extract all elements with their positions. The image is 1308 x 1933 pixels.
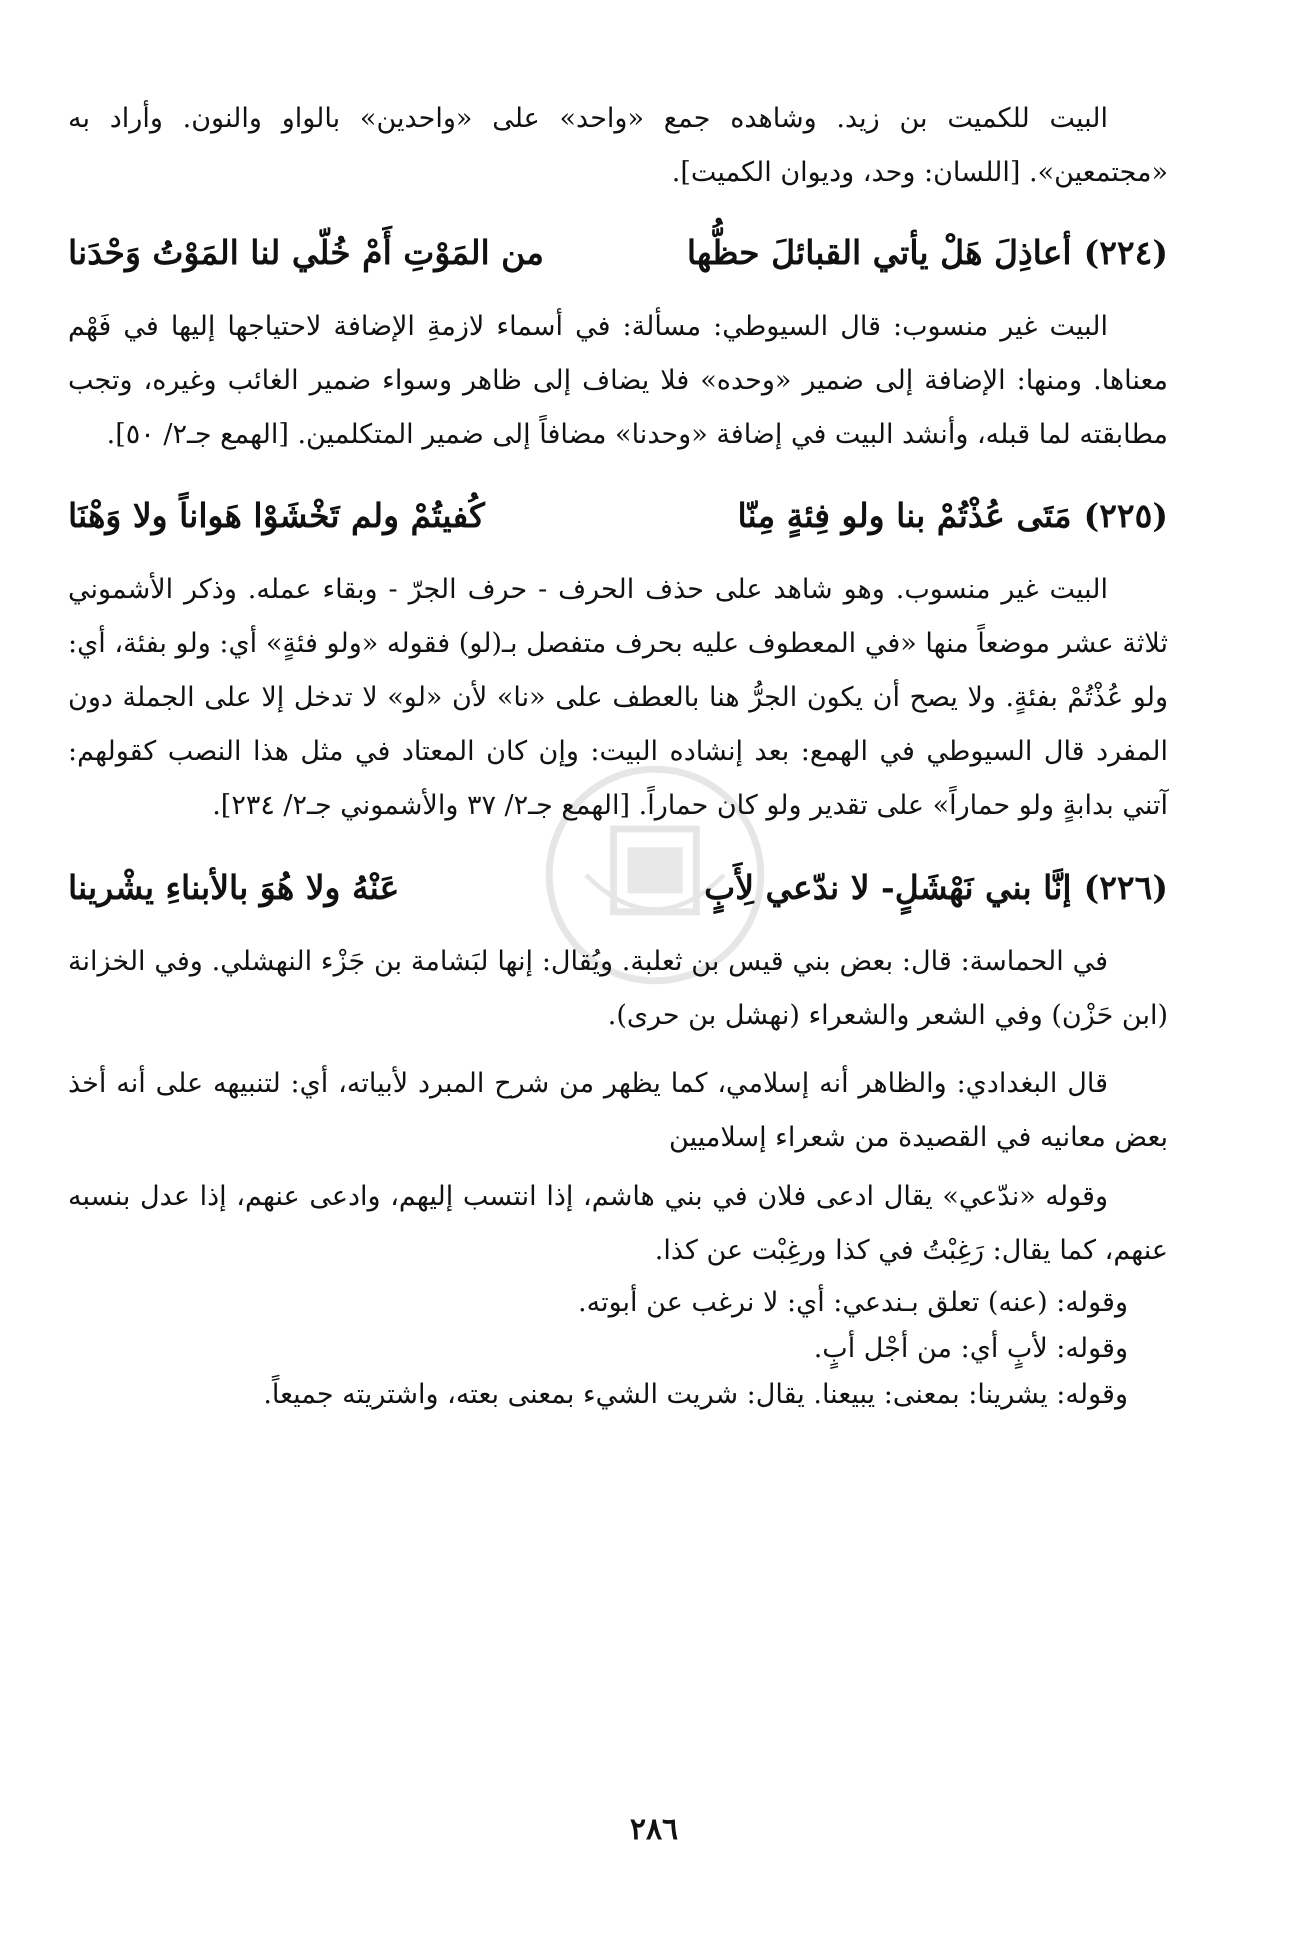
word-notes-list bbox=[128, 1280, 1128, 1418]
verse-224 bbox=[68, 225, 1168, 281]
verse-hemistich-2: من المَوْتِ أَمْ خُلّي لنا المَوْتُ وَحْدَنا bbox=[68, 233, 544, 272]
note-line: وقوله: لأبٍ أي: من أجْل أبٍ. bbox=[813, 1333, 1128, 1364]
paragraph-text: قال البغدادي: والظاهر أنه إسلامي، كما يظهر من شرح المبرد لأبياته، أي: لتنبيهه على أنه أخذ بعض معانيه في القصيدة من شعراء إسلاميين bbox=[68, 1068, 1168, 1153]
verse-first-half-group bbox=[687, 225, 1168, 281]
verse-number: (٢٢٦) bbox=[1083, 868, 1168, 907]
page-number: ٢٨٦ bbox=[629, 1812, 679, 1847]
paragraph-text: في الحماسة: قال: بعض بني قيس بن ثعلبة. ويُقال: إنها لبَشامة بن جَزْء النهشلي. وفي الخزانة (ابن حَزْن) وفي الشعر والشعراء (نهشل بن حرى). bbox=[68, 946, 1168, 1031]
paragraph-kumait-note bbox=[68, 92, 1168, 200]
paragraph-naddai-note bbox=[68, 1170, 1168, 1278]
verse-hemistich-2: كُفيتُمْ ولم تَخْشَوْا هَواناً ولا وَهْنَا bbox=[68, 496, 485, 535]
paragraph-text: وقوله «ندّعي» يقال ادعى فلان في بني هاشم، إذا انتسب إليهم، وادعى عنهم، إذا عدل بنسبه عنهم، كما يقال: رَغِبْتُ في كذا ورغِبْت عن كذا. bbox=[68, 1181, 1168, 1266]
verse-225 bbox=[68, 488, 1168, 544]
paragraph-baghdadi-note bbox=[68, 1057, 1168, 1165]
paragraph-text: البيت غير منسوب. وهو شاهد على حذف الحرف - حرف الجرّ - وبقاء عمله. وذكر الأشموني ثلاثة عشر موضعاً منها «في المعطوف عليه بحرف متفصل بـ(لو) فقوله «ولو فئةٍ» أي: ولو بفئة، أي: ولو عُذْتُمْ بفئةٍ. ولا يصح أن يكون الجرُّ هنا بالعطف على «نا» لأن «لو» لا تدخل إلا على الجملة دون المفرد قال السيوطي في الهمع: بعد إنشاده البيت: وإن كان المعتاد في مثل هذا النصب كقولهم: آتني بدابةٍ ولو حماراً» على تقدير ولو كان حماراً. [الهمع جـ٢/ ٣٧ والأشموني جـ٢/ ٢٣٤]. bbox=[68, 574, 1168, 821]
verse-226 bbox=[68, 860, 1168, 916]
paragraph-hamasa-note bbox=[68, 935, 1168, 1043]
verse-hemistich-1: إنَّا بني نَهْشَلٍ- لا ندّعي لِأَبٍ bbox=[704, 868, 1072, 907]
verse-hemistich-1: أعاذِلَ هَلْ يأتي القبائلَ حظُّها bbox=[686, 233, 1072, 272]
note-line: وقوله: (عنه) تعلق بـندعي: أي: لا نرغب عن أبوته. bbox=[578, 1287, 1128, 1318]
verse-number: (٢٢٤) bbox=[1083, 233, 1168, 272]
verse-number: (٢٢٥) bbox=[1083, 496, 1168, 535]
verse-hemistich-2: عَنْهُ ولا هُوَ بالأبناءِ يشْرينا bbox=[68, 868, 400, 907]
note-line: وقوله: يشرينا: بمعنى: يبيعنا. يقال: شريت الشيء بمعنى بعته، واشتريته جميعاً. bbox=[263, 1379, 1128, 1410]
paragraph-text: البيت للكميت بن زيد. وشاهده جمع «واحد» على «واحدين» بالواو والنون. وأراد به «مجتمعين». [اللسان: وحد، وديوان الكميت]. bbox=[68, 103, 1168, 188]
verse-hemistich-1: مَتَى عُذْتُمْ بنا ولو فِئةٍ مِنّا bbox=[737, 496, 1072, 535]
paragraph-text: البيت غير منسوب: قال السيوطي: مسألة: في أسماء لازمةِ الإضافة لاحتياجها إليها في فَهْم معناها. ومنها: الإضافة إلى ضمير «وحده» فلا يضاف إلى ظاهر وسواء ضمير الغائب وغيره، وتجب مطابقته لما قبله، وأنشد البيت في إضافة «وحدنا» مضافاً إلى ضمير المتكلمين. [الهمع جـ٢/ ٥٠]. bbox=[68, 311, 1168, 450]
paragraph-suyuti-note bbox=[68, 300, 1168, 462]
verse-first-half-group bbox=[737, 488, 1168, 544]
paragraph-ushmuni-note bbox=[68, 563, 1168, 833]
verse-first-half-group bbox=[704, 860, 1168, 916]
